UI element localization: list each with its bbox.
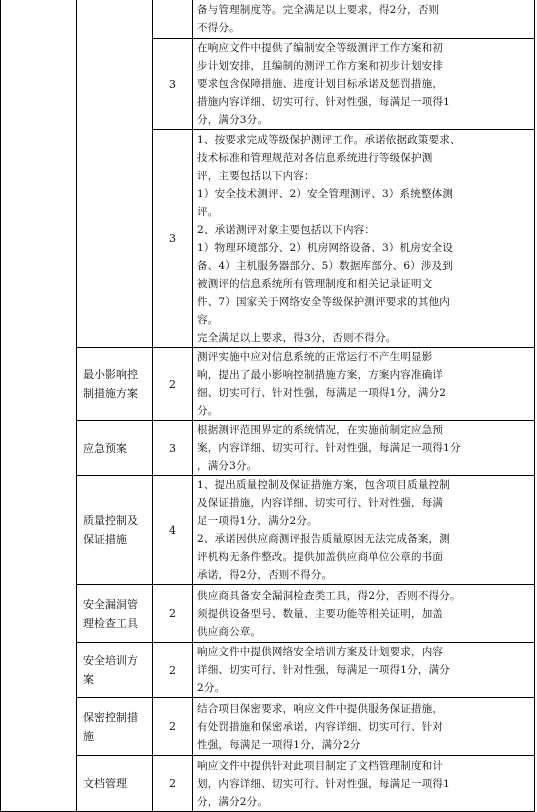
criteria-text-line: 有处罚措施和保密承诺，内容详细、切实可行、针对 [197,720,444,733]
criteria-text-line: 备与管理制度等。完全满足以上要求，得2分，否则 [197,3,440,16]
criteria-text-line: 结合项目保密要求，响应文件中提供服务保证措施， [197,702,444,715]
criteria-text-line: 响，提出了最小影响控制措施方案，方案内容准确详 [197,369,444,381]
criteria-text-line: 1）安全技术测评、2）安全管理测评、3）系统整体测 [197,187,454,200]
table-row [1,476,535,585]
criteria-text-line: ，满分3分。 [197,460,258,472]
score-cell: 2 [153,643,193,698]
criteria-cell [193,348,535,421]
score-cell: 3 [153,39,193,130]
criteria-cell [193,130,535,348]
criteria-text-line: 在响应文件中提供了编制安全等级测评工作方案和初 [197,42,444,54]
item-name-cell: 安全漏洞管理检查工具 [77,585,153,643]
criteria-cell [193,643,535,698]
criteria-text-line: 件、7）国家关于网络安全等级保护测评要求的其他内 [197,295,450,308]
score-cell: 2 [153,348,193,421]
criteria-text-line: 承诺，得2分，否则不得分。 [197,569,333,581]
criteria-text-line: 评，主要包括以下内容： [197,169,315,182]
score-cell: 2 [153,585,193,643]
criteria-text-line: 分。 [197,405,219,417]
criteria-cell [193,0,535,39]
table-row [1,698,535,756]
criteria-text-line: 响应文件中提供网络安全培训方案及计划要求，内容 [197,646,444,658]
table-row [1,348,535,421]
item-name-cell: 质量控制及保证措施 [77,476,153,585]
criteria-text-line: 案，内容详细、切实可行、针对性强，每满足一项得1分 [197,442,461,454]
score-cell: 2 [153,698,193,756]
criteria-cell [193,39,535,130]
criteria-text-line: 2分。 [197,682,226,694]
item-name-cell: 保密控制措施 [77,698,153,756]
table-row [1,756,535,812]
category-cell [1,0,77,812]
criteria-text-line: 容。 [197,313,219,326]
criteria-text-line: 步计划安排，且编制的测评工作方案和初步计划安排 [197,60,444,72]
item-name-cell: 最小影响控制措施方案 [77,348,153,421]
criteria-cell [193,756,535,812]
criteria-text-line: 1、提出质量控制及保证措施方案，包含项目质量控制 [197,479,450,491]
criteria-text-line: 须提供设备型号、数量、主要功能等相关证明，加盖 [197,607,444,620]
score-cell: 3 [153,421,193,476]
criteria-cell [193,421,535,476]
score-cell: 3 [153,130,193,348]
table-row [1,421,535,476]
criteria-cell [193,585,535,643]
criteria-text-line: 分，满分3分。 [197,114,269,126]
criteria-cell [193,476,535,585]
criteria-text-line: 供应商公章。 [197,625,262,638]
criteria-text-line: 及保证措施，内容详细、切实可行、针对性强，每满 [197,497,444,509]
table-row [1,643,535,698]
criteria-text-line: 措施内容详细、切实可行、针对性强，每满足一项得1 [197,96,450,108]
item-name-cell: 文档管理 [77,756,153,812]
item-name-cell: 应急预案 [77,421,153,476]
criteria-text-line: 足一项得1分，满分2分。 [197,515,318,527]
criteria-text-line: 响应文件中提供针对此项目制定了文档管理制度和计 [197,759,444,772]
item-name-cell [77,0,153,348]
table-row [1,585,535,643]
criteria-text-line: 1、按要求完成等级保护测评工作。承诺依据政策要求、 [197,133,461,146]
criteria-text-line: 完全满足以上要求，得3分，否则不得分。 [197,331,397,344]
criteria-text-line: 2、承诺测评对象主要包括以下内容： [197,223,376,236]
score-cell: 4 [153,476,193,585]
criteria-text-line: 2、承诺因供应商测评报告质量原因无法完成备案，测 [197,533,450,545]
criteria-text-line: 分，满分2分。 [197,795,269,808]
criteria-text-line: 供应商具备安全漏洞检查类工具，得2分，否则不得分。 [197,589,461,602]
criteria-text-line: 1）物理环境部分、2）机房网络设备、3）机房安全设 [197,241,454,254]
criteria-text-line: 测评实施中应对信息系统的正常运行不产生明显影 [197,351,433,363]
criteria-text-line: 细、切实可行、针对性强，每满足一项得1分，满分2 [197,387,447,399]
criteria-text-line: 要求包含保障措施、进度计划目标承诺及惩罚措施， [197,78,444,90]
criteria-text-line: 划，内容详细、切实可行、针对性强，每满足一项得1 [197,777,450,790]
criteria-text-line: 备、4）主机服务器部分、5）数据库部分、6）涉及到 [197,259,454,272]
criteria-text-line: 根据测评范围界定的系统情况，在实施前制定应急预 [197,424,444,436]
criteria-text-line: 不得分。 [197,21,240,34]
criteria-text-line: 评。 [197,205,219,218]
criteria-text-line: 详细、切实可行、针对性强，每满足一项得1分，满分 [197,664,450,676]
score-cell: 2 [153,756,193,812]
score-cell [153,0,193,39]
criteria-text-line: 性强，每满足一项得1分，满分2分 [197,738,361,751]
table-row [1,0,535,39]
criteria-text-line: 技术标准和管理规范对各信息系统进行等级保护测 [197,151,433,164]
criteria-cell [193,698,535,756]
criteria-text-line: 被测评的信息系统所有管理制度和相关记录证明文 [197,277,433,290]
criteria-text-line: 评机构无条件整改。提供加盖供应商单位公章的书面 [197,551,444,563]
item-name-cell: 安全培训方案 [77,643,153,698]
